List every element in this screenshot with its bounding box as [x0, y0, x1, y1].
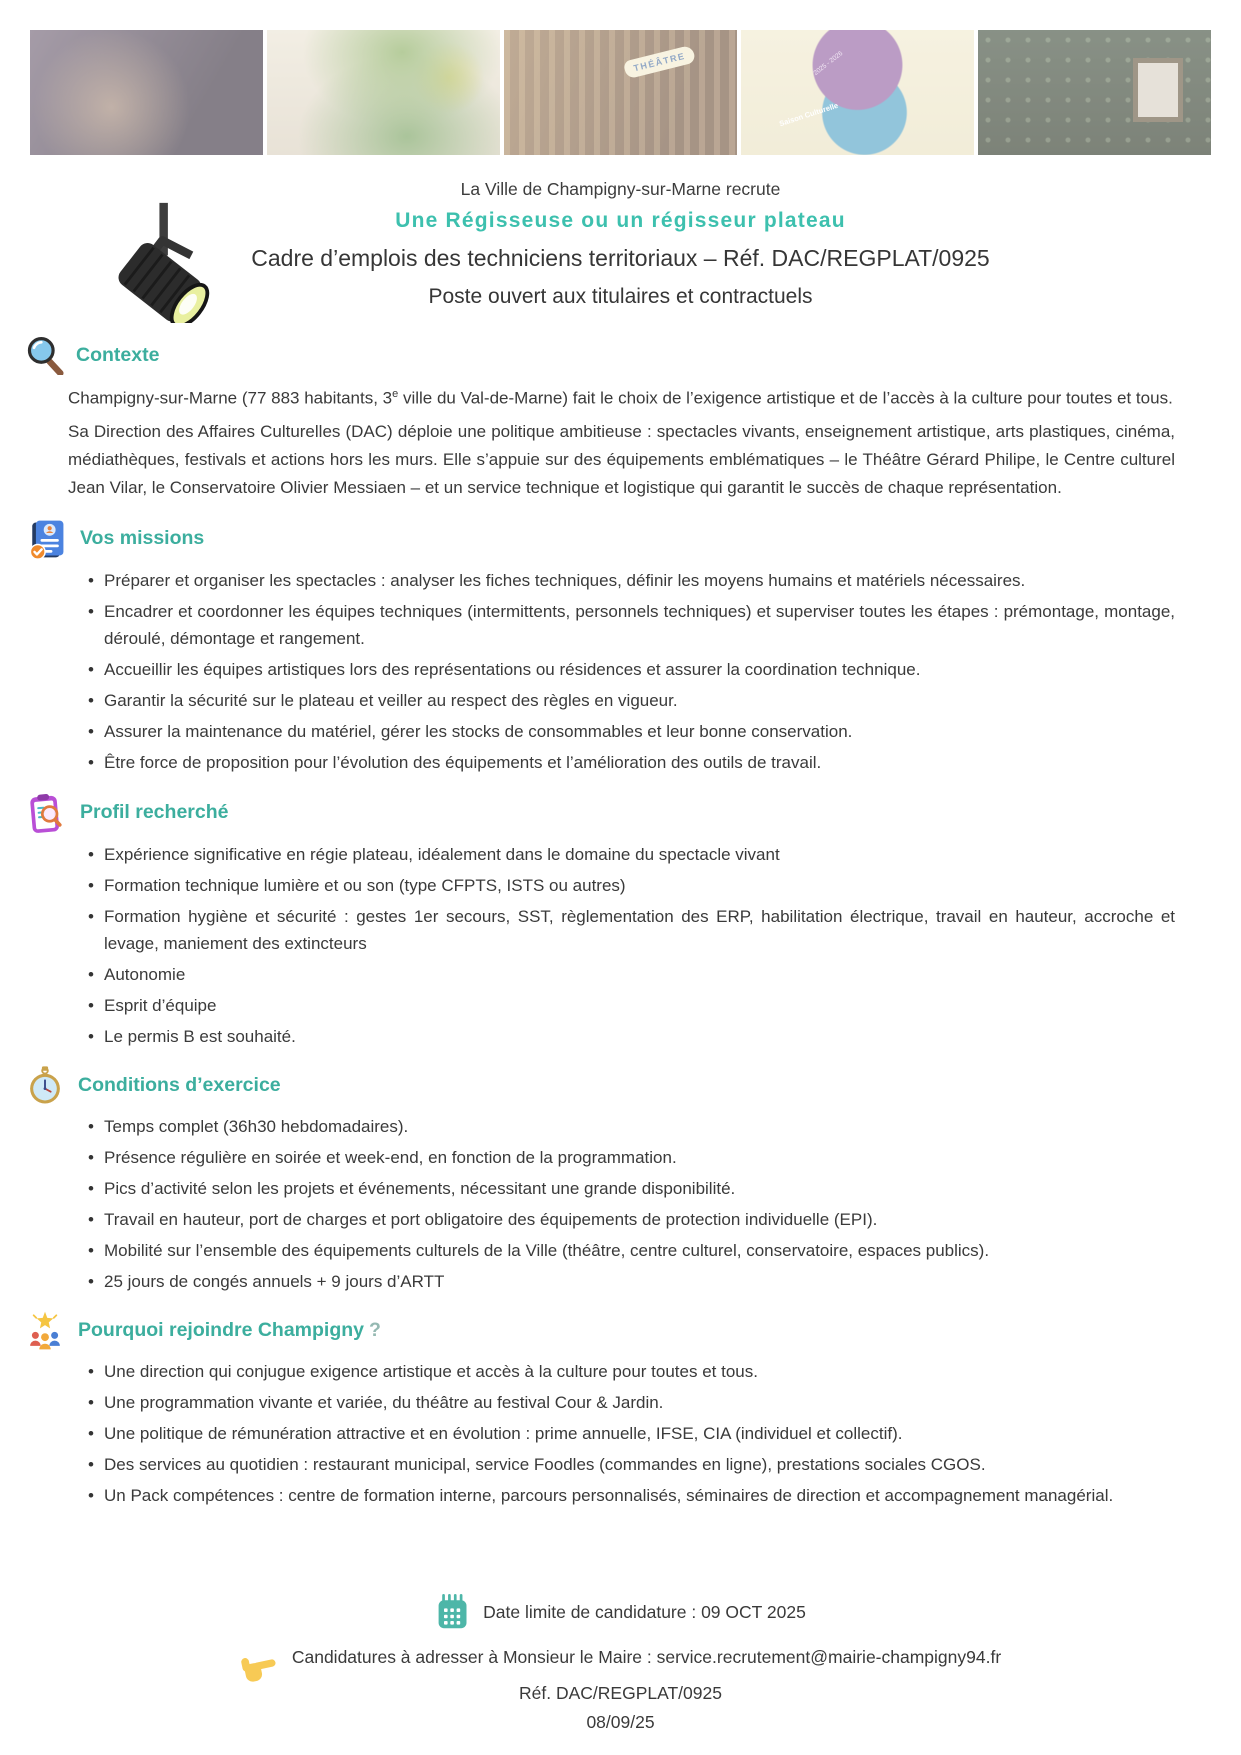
banner-photo-saison-culturelle-poster: [741, 30, 974, 155]
bullet-item: • Accueillir les équipes artistiques lors des représentations ou résidences et assurer la coordination technique.: [88, 656, 1175, 683]
profil-list: [68, 841, 1175, 1050]
bullet-item: • Une direction qui conjugue exigence artistique et accès à la culture pour toutes et tous.: [88, 1358, 1175, 1385]
job-title: Une Régisseuse ou un régisseur plateau: [395, 209, 846, 232]
bullet-item: • Être force de proposition pour l’évolution des équipements et l’amélioration des outils de travail.: [88, 749, 1175, 776]
theatre-sign-label: THÉÂTRE: [623, 44, 696, 79]
section-title: Profil recherché: [80, 801, 229, 824]
profile-search-icon: [24, 791, 68, 835]
mission-checklist-icon: [24, 517, 68, 561]
pourquoi-list: [68, 1358, 1175, 1509]
question-mark: ?: [369, 1319, 381, 1342]
calendar-icon: [435, 1592, 471, 1632]
banner-photo-theatre-stage: [504, 30, 737, 155]
star-team-icon: [24, 1310, 66, 1352]
sections: [0, 335, 1241, 1509]
banner-photo-women-banana-leaf: [267, 30, 500, 155]
section-missions: [0, 517, 1241, 776]
reference-text: Réf. DAC/REGPLAT/0925: [519, 1683, 722, 1703]
footer: [0, 1585, 1241, 1741]
bullet-item: • Expérience significative en régie plateau, idéalement dans le domaine du spectacle vivant: [88, 841, 1175, 868]
photo-banner: [30, 30, 1211, 155]
recruiter-line: La Ville de Champigny-sur-Marne recrute: [460, 179, 781, 199]
bullet-item: • Garantir la sécurité sur le plateau et veiller au respect des règles en vigueur.: [88, 687, 1175, 714]
poster-year-label: 2025 - 2026: [812, 50, 845, 77]
deadline-text: Date limite de candidature : 09 OCT 2025: [483, 1601, 806, 1622]
bullet-item: • Une politique de rémunération attractive et en évolution : prime annuelle, IFSE, CIA (individuel et collectif).: [88, 1420, 1175, 1447]
bullet-item: • Assurer la maintenance du matériel, gérer les stocks de consommables et leur bonne conservation.: [88, 718, 1175, 745]
magnifier-icon: [24, 335, 64, 375]
poster-title-label: Saison Culturelle: [778, 100, 840, 129]
section-title: Contexte: [76, 343, 160, 366]
bullet-item: • Esprit d’équipe: [88, 992, 1175, 1019]
bullet-item: • Mobilité sur l’ensemble des équipements culturels de la Ville (théâtre, centre culturel, conservatoire, espaces publics).: [88, 1237, 1175, 1264]
section-profil: [0, 791, 1241, 1050]
bullet-item: • Temps complet (36h30 hebdomadaires).: [88, 1113, 1175, 1140]
spotlight-icon: [100, 201, 232, 328]
section-contexte: [0, 335, 1241, 502]
bullet-item: • Une programmation vivante et variée, du théâtre au festival Cour & Jardin.: [88, 1389, 1175, 1416]
bullet-item: • Le permis B est souhaité.: [88, 1023, 1175, 1050]
section-title: Conditions d’exercice: [78, 1074, 281, 1097]
banner-photo-floral-wallpaper-room: [978, 30, 1211, 155]
bullet-item: • Présence régulière en soirée et week-end, en fonction de la programmation.: [88, 1144, 1175, 1171]
bullet-item: • Un Pack compétences : centre de formation interne, parcours personnalisés, séminaires de direction et accompagnement managérial.: [88, 1482, 1175, 1509]
stopwatch-icon: [24, 1065, 66, 1107]
header-block: [0, 179, 1241, 309]
bullet-item: • 25 jours de congés annuels + 9 jours d’ARTT: [88, 1268, 1175, 1295]
bullet-item: • Pics d’activité selon les projets et événements, nécessitant une grande disponibilité.: [88, 1175, 1175, 1202]
bullet-item: • Préparer et organiser les spectacles : analyser les fiches techniques, définir les moyens humains et matériels nécessaires.: [88, 567, 1175, 594]
deadline-line: [0, 1592, 1241, 1632]
bullet-item: • Formation hygiène et sécurité : gestes 1er secours, SST, règlementation des ERP, habilitation électrique, travail en hauteur, accroche et levage, maniement des extincteurs: [88, 903, 1175, 957]
banner-photo-concert-duo: [30, 30, 263, 155]
bullet-item: • Autonomie: [88, 961, 1175, 988]
job-open-status: Poste ouvert aux titulaires et contractuels: [428, 285, 813, 308]
job-grade-reference: Cadre d’emplois des techniciens territoriaux – Réf. DAC/REGPLAT/0925: [251, 245, 990, 271]
publication-date: 08/09/25: [586, 1712, 655, 1732]
missions-list: [68, 567, 1175, 776]
context-paragraph-1: Champigny-sur-Marne (77 883 habitants, 3e ville du Val-de-Marne) fait le choix de l’exigence artistique et de l’accès à la culture pour toutes et tous.: [68, 388, 1173, 408]
apply-text: Candidatures à adresser à Monsieur le Maire : service.recrutement@mairie-champigny94.fr: [291, 1646, 1002, 1667]
bullet-item: • Travail en hauteur, port de charges et port obligatoire des équipements de protection individuelle (EPI).: [88, 1206, 1175, 1233]
context-paragraph-2: Sa Direction des Affaires Culturelles (DAC) déploie une politique ambitieuse : spectacles vivants, enseignement artistique, arts plastiques, cinéma, médiathèques, festivals et actions hors les murs. Elle s’appuie sur des équipements emblématiques – le Théâtre Gérard Philipe, le Centre culturel Jean Vilar, le Conservatoire Olivier Messiaen – et un service technique et logistique qui garantit le succès de chaque représentation.: [68, 421, 1175, 497]
pointing-hand-icon: [240, 1651, 280, 1687]
apply-line: [0, 1639, 1241, 1675]
bullet-item: • Des services au quotidien : restaurant municipal, service Foodles (commandes en ligne), prestations sociales CGOS.: [88, 1451, 1175, 1478]
conditions-list: [68, 1113, 1175, 1295]
bullet-item: • Formation technique lumière et ou son (type CFPTS, ISTS ou autres): [88, 872, 1175, 899]
section-conditions: [0, 1065, 1241, 1295]
bullet-item: • Encadrer et coordonner les équipes techniques (intermittents, personnels techniques) et superviser toutes les étapes : prémontage, montage, déroulé, démontage et rangement.: [88, 598, 1175, 652]
section-pourquoi: [0, 1310, 1241, 1509]
section-title: Vos missions: [80, 527, 205, 550]
section-title: Pourquoi rejoindre Champigny ?: [78, 1319, 381, 1342]
